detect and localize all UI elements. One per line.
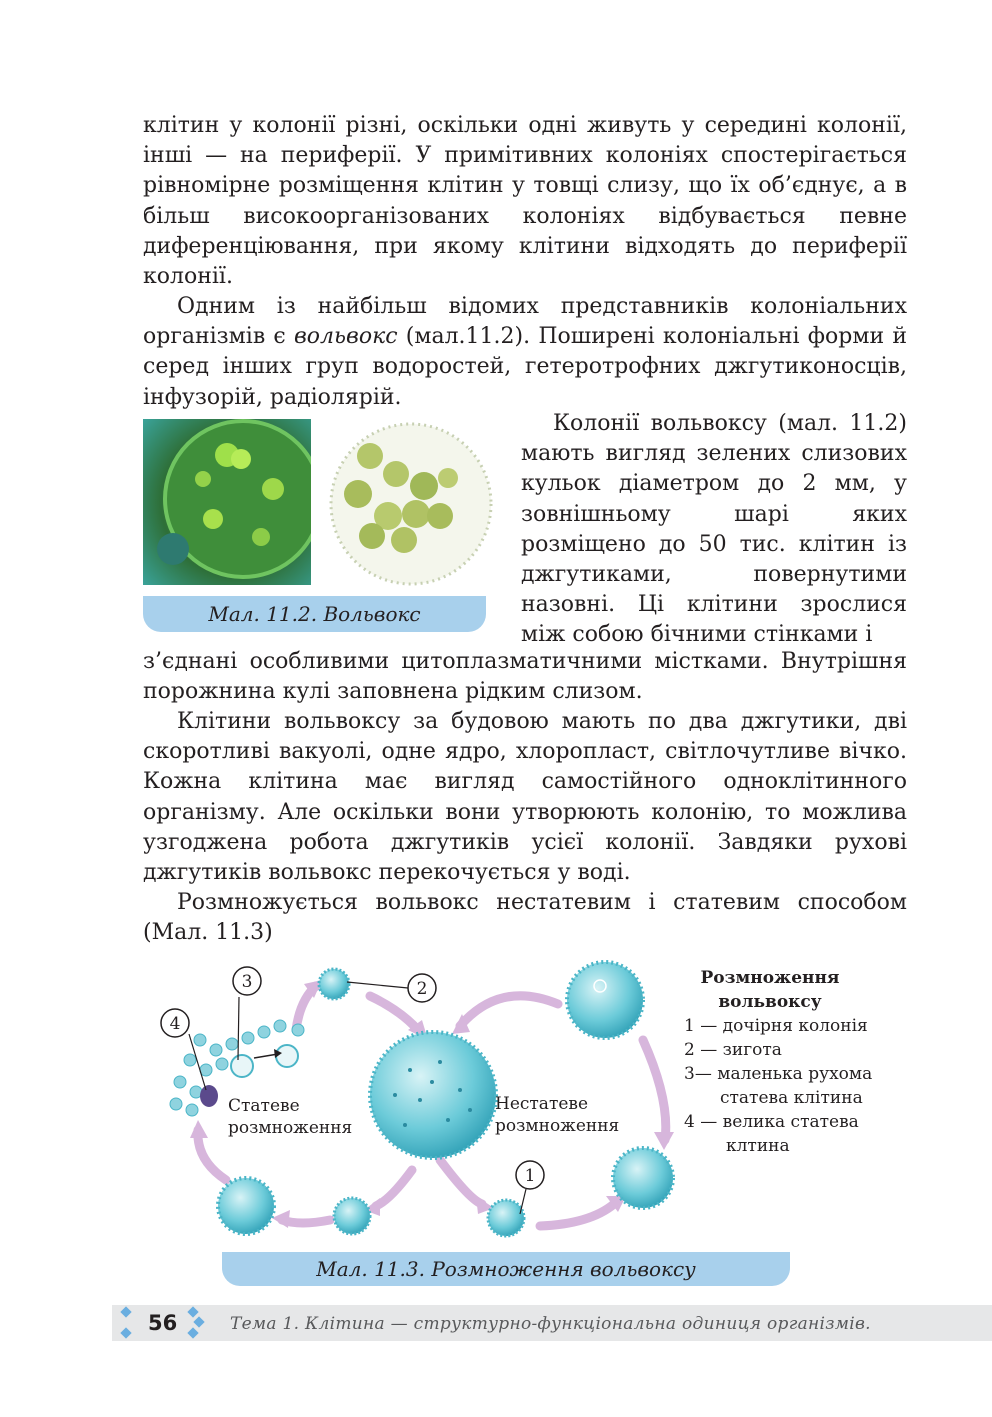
label-sexual-line1: Статеве <box>228 1096 300 1116</box>
term-volvox: вольвокс <box>293 324 398 350</box>
paragraph-3-cont: з’єднані особливими цитоплазматичними містками. Внутрішня порожнина кулі заповнена рідким слизом. <box>143 649 907 705</box>
arrow-bottom-right <box>540 1204 614 1226</box>
label-sexual <box>228 1095 352 1139</box>
zygote <box>319 969 349 999</box>
legend-item-3b: статева клітина <box>720 1088 863 1108</box>
legend-title-2: вольвоксу <box>718 992 822 1012</box>
legend-item-2: 2 — зигота <box>684 1040 782 1060</box>
arrow-colony-to-small <box>376 1170 412 1206</box>
colony-bottom-left <box>218 1178 274 1234</box>
figure-11-3-caption: Мал. 11.3. Розмноження вольвоксу <box>222 1252 790 1286</box>
legend-item-4a: 4 — велика статева <box>684 1112 859 1132</box>
arrow-right-up <box>643 1040 666 1140</box>
daughter-colony-small <box>488 1200 524 1236</box>
paragraph-4-text: Клітини вольвоксу за будовою мають по два джгутики, дві скоротливі вакуолі, одне ядро, хлоропласт, світлочутливе вічко. Кожна клітина має вигляд самостійного одноклітинного організму. Але оскільки вони утворюють колонію, то можлива узгоджена робота джгутиків усієї колонії. Завдяки рухові джгутиків вольвокс перекочується у воді. <box>143 709 907 886</box>
legend-item-1: 1 — дочірня колонія <box>684 1016 868 1036</box>
arrow-colony-to-1 <box>440 1160 482 1204</box>
marker-2-label: 2 <box>416 979 428 999</box>
zygote-cell <box>276 1045 298 1067</box>
label-asexual <box>495 1093 619 1137</box>
arrow-top-right <box>460 996 558 1026</box>
daughter-colony-right <box>613 1148 673 1208</box>
running-title: Тема 1. Клітина — структурно-функціональна одиниця організмів. <box>230 1314 871 1334</box>
daughter-colony-top <box>567 962 643 1038</box>
paragraph-2-after: (мал.11.2). Поширені колоніальні форми й серед інших груп водоростей, гетеротрофних джгутиконосців, інфузорій, радіолярій. <box>143 324 908 410</box>
arrow-bottom-left <box>282 1220 330 1223</box>
arrow-zygote-to-colony <box>370 996 418 1030</box>
legend-item-3a: 3— маленька рухома <box>684 1064 873 1084</box>
marker-4-label: 4 <box>169 1014 181 1034</box>
sexual-cell-3 <box>231 1055 253 1077</box>
marker-3-label: 3 <box>241 972 253 992</box>
paragraph-2-before: Одним із найбільш відомих представників колоніальних організмів є <box>143 294 907 350</box>
label-asexual-line2: розмноження <box>495 1116 620 1136</box>
paragraph-1: клітин у колонії різні, оскільки одні живуть у середині колонії, інші — на периферії. У примітивних колоніях спостерігається рівномірне розміщення клітин у товщі слизу, що їх об’єднує, а в більш високоорганізованих колоніях відбувається певне диференціювання, при якому клітини відходять до периферії колонії. <box>143 113 907 290</box>
page-number: 56 <box>148 1311 178 1335</box>
legend-item-4b: клтина <box>726 1136 790 1156</box>
paragraph-3-wrap-text: Колонії вольвоксу (мал. 11.2) мають вигляд зелених слизових кульок діаметром до 2 мм, у зовнішньому шарі яких розміщено до 50 тис. клітин із джгутиками, повернутими назовні. Ці клітини зрослися між собою бічними стінками і <box>521 411 907 648</box>
figure-11-2-caption: Мал. 11.2. Вольвокс <box>143 596 486 632</box>
label-sexual-line2: розмноження <box>228 1118 353 1138</box>
sexual-cell-4 <box>200 1085 218 1107</box>
mother-colony <box>370 1032 496 1158</box>
marker-1-label: 1 <box>524 1166 536 1186</box>
label-asexual-line1: Нестатеве <box>495 1094 589 1114</box>
figure-legend <box>684 966 872 1158</box>
legend-title-1: Розмноження <box>700 968 840 988</box>
paragraph-5-text: Розмножується вольвокс нестатевим і статевим способом (Мал. 11.3) <box>143 890 907 946</box>
colony-small-bottom <box>334 1198 370 1234</box>
